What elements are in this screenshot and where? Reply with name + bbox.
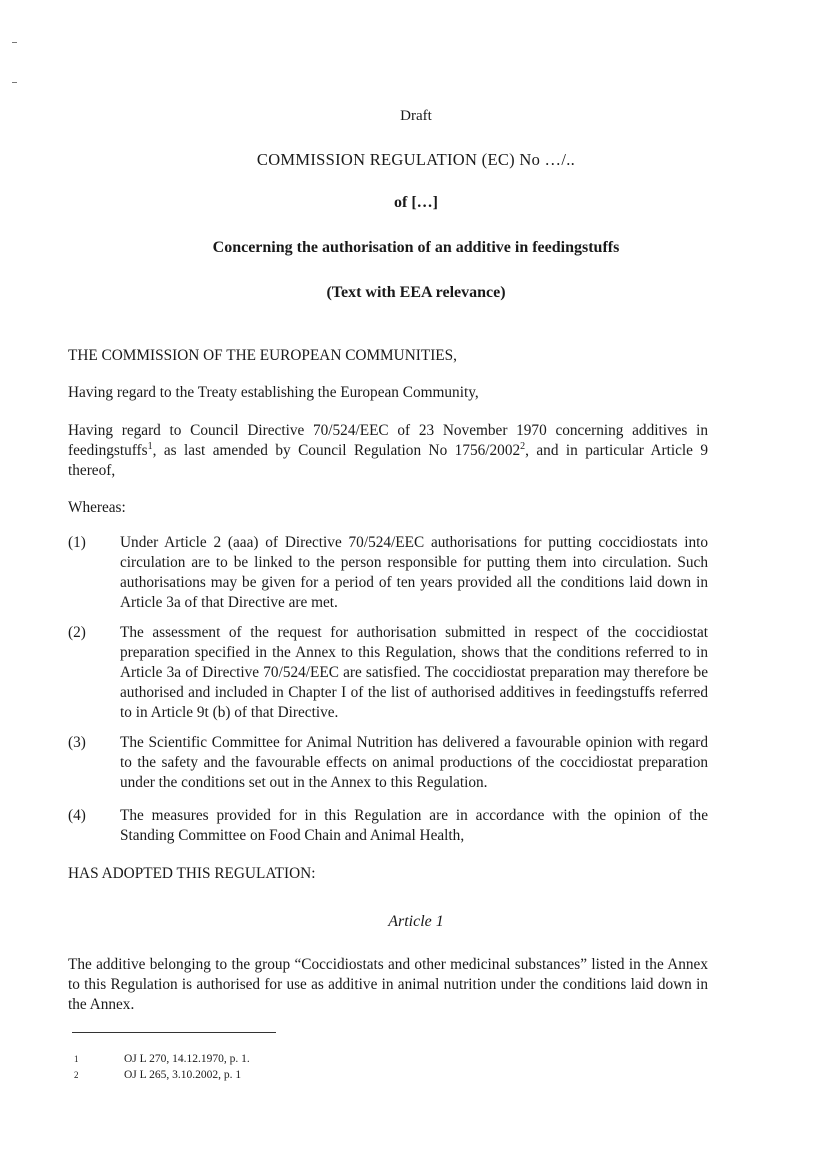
recital-number: (4)	[68, 807, 86, 824]
recital-text: The Scientific Committee for Animal Nutrition has delivered a favourable opinion with regard to the safety and the favourable effects on animal productions of the coccidiostat preparation under the conditions set out in the Annex to this Regulation.	[120, 734, 708, 791]
article-title: Article 1	[388, 913, 444, 930]
recital-item	[68, 733, 708, 793]
recital-text: Under Article 2 (aaa) of Directive 70/524/EEC authorisations for putting coccidiostats into circulation are to be linked to the person responsible for putting them into circulation. Such authorisations may be given for a period of ten years provided all the conditions laid down in Article 3a of that Directive are met.	[120, 534, 708, 611]
regulation-title: COMMISSION REGULATION (EC) No …/..	[256, 150, 576, 169]
draft-label: Draft	[400, 108, 432, 124]
footnote-number: 1	[74, 1054, 79, 1064]
regulation-date: of […]	[394, 194, 438, 211]
eea-relevance: (Text with EEA relevance)	[326, 284, 506, 301]
recital-number: (3)	[68, 734, 86, 751]
regulation-subject: Concerning the authorisation of an additive in feedingstuffs	[212, 239, 620, 256]
footnote-text: OJ L 265, 3.10.2002, p. 1	[124, 1069, 242, 1081]
scan-mark	[12, 42, 17, 43]
recital-number: (1)	[68, 534, 86, 551]
recital-text: The measures provided for in this Regulation are in accordance with the opinion of the Standing Committee on Food Chain and Animal Health,	[120, 807, 708, 844]
footnote-text: OJ L 270, 14.12.1970, p. 1.	[124, 1053, 250, 1065]
recital-directive-text: , as last amended by Council Regulation No 1756/2002	[152, 442, 521, 459]
recital-text: The assessment of the request for authorisation submitted in respect of the coccidiostat preparation specified in the Annex to this Regulation, shows that the conditions referred to in Article 3a of Directive 70/524/EEC are satisfied. The coccidiostat preparation may therefore be authorised and included in Chapter I of the list of authorised additives in feedingstuffs referred to in Article 9t (b) of that Directive.	[120, 624, 708, 721]
recital-treaty: Having regard to the Treaty establishing the European Community,	[68, 384, 479, 401]
recital-item	[68, 623, 708, 723]
whereas-label: Whereas:	[68, 499, 126, 516]
footnote	[74, 1052, 250, 1066]
recital-item	[68, 806, 708, 846]
scan-mark	[12, 82, 17, 83]
recital-number: (2)	[68, 624, 86, 641]
recital-directive-text: Having regard to Council Directive 70/524/EEC of 23 November 1970 concerning additives in feedingstuffs	[68, 422, 708, 459]
footnote-ref[interactable]: 1	[147, 440, 153, 452]
recital-item	[68, 533, 708, 613]
article-text: The additive belonging to the group “Coccidiostats and other medicinal substances” listed in the Annex to this Regulation is authorised for use as additive in animal nutrition under the conditions laid down in the Annex.	[68, 956, 708, 1013]
footnote	[74, 1068, 241, 1082]
recital-directive-text: , and in particular Article 9 thereof,	[68, 442, 709, 479]
recital-directive	[68, 421, 708, 481]
institution-heading: THE COMMISSION OF THE EUROPEAN COMMUNITIES,	[68, 347, 457, 364]
adopted-heading: HAS ADOPTED THIS REGULATION:	[68, 865, 316, 882]
footnote-ref[interactable]: 2	[520, 440, 526, 452]
footnote-divider	[72, 1032, 276, 1033]
footnote-number: 2	[74, 1070, 79, 1080]
